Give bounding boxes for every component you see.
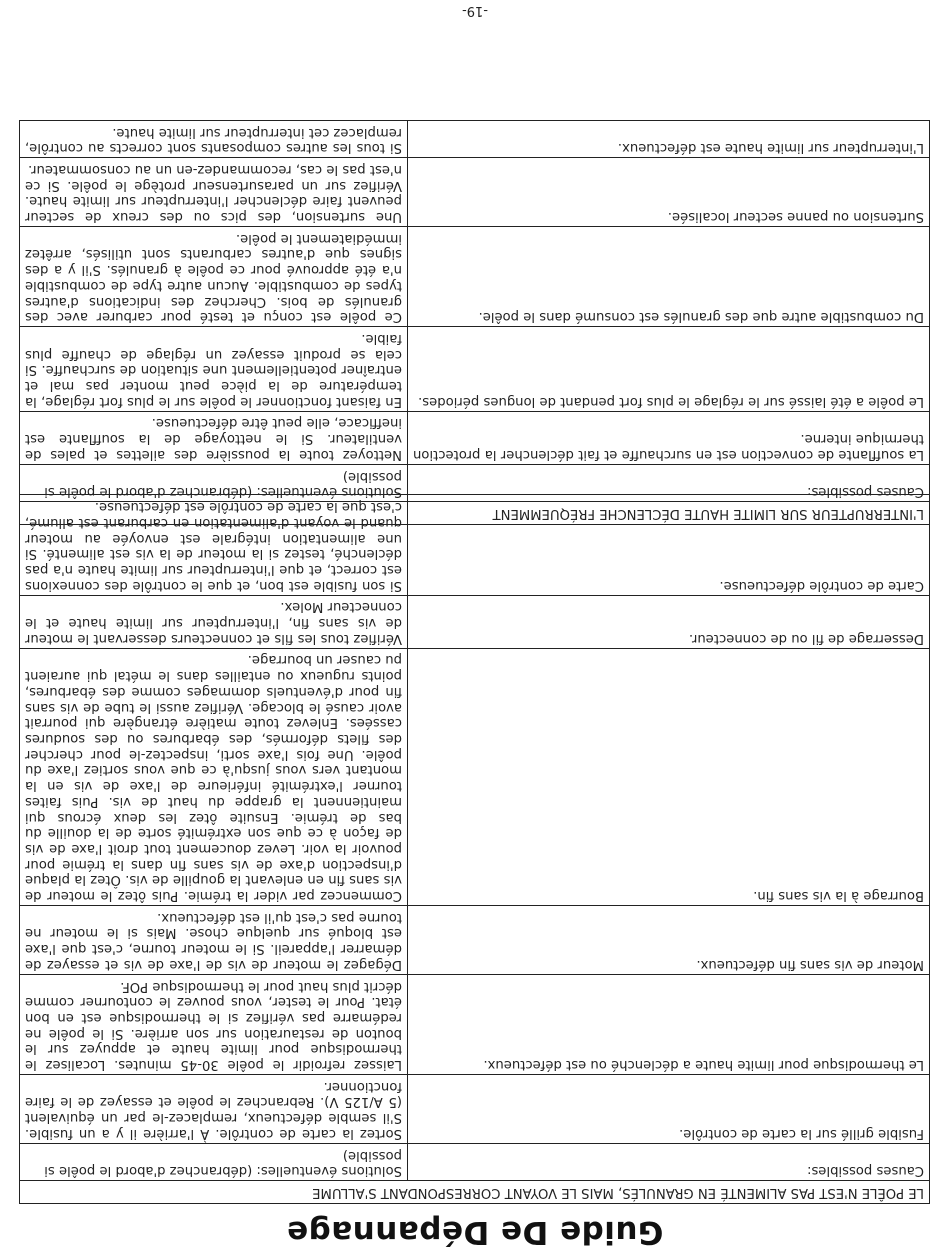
cause-cell: Moteur de vis sans fin défectueux.	[408, 906, 930, 975]
table-heading-row	[19, 502, 929, 525]
solution-cell: Nettoyez toute la poussière des ailettes et pales de ventilateur. Si le nettoyage de la soufflante est inefficace, elle peut être défectueuse.	[19, 411, 407, 464]
causes-header: Causes possibles:	[408, 464, 930, 501]
causes-header: Causes possibles:	[408, 1143, 930, 1180]
solution-cell: Si tous les autres composants sont corrects au contrôle, remplacez cet interrupteur sur limite haute.	[19, 120, 407, 157]
cause-cell: Bourrage à la vis sans fin.	[408, 648, 930, 905]
table-row	[19, 327, 929, 412]
table-heading-row	[19, 1181, 929, 1204]
cause-cell: Fusible grillé sur la carte de contrôle.	[408, 1075, 930, 1144]
page-number: -19-	[462, 3, 488, 18]
cause-cell: Le poêle a été laissé sur le réglage le plus fort pendant de longues périodes.	[408, 327, 930, 412]
solution-cell: Commencez par vider la trémie. Puis ôtez le moteur de vis sans fin en enlevant la goupille de vis. Ôtez la plaque d'inspection d'axe de vis sans fin dans la trémie pour pouvoir la voir. Levez doucement tout droit l'axe de vis de façon à ce que son extrémité sorte de la douille du bas de trémie. Ensuite ôtez les deux écrous qui maintiennent la grappe du haut de vis. Puis faites tourner l'extrémité inférieure de l'axe de vis en la montant vers vous jusqu'à ce que vous sortiez l'axe du poêle. Une fois l'axe sorti, inspectez-le pour chercher des filets déformés, des ébarbures ou des soudures cassées. Enlevez toute matière étrangère qui pourrait avoir causé le blocage. Vérifiez aussi le tube de vis sans fin pour d'éventuels dommages comme des ébarbures, points rugueux ou entailles dans le métal qui auraient pu causer un bourrage.	[19, 648, 407, 905]
solution-cell: Sortez la carte de contrôle. À l'arrière il y a un fusible. S'il semble défectueux, remplacez-le par un équivalent (5 A/125 V). Rebranchez le poêle et essayez de le faire fonctionner.	[19, 1075, 407, 1144]
table-heading: L'INTERRUPTEUR SUR LIMITE HAUTE DÉCLENCHE FRÉQUEMMENT	[19, 502, 929, 525]
solution-cell: En faisant fonctionner le poêle sur le plus fort réglage, la température de la pièce peut monter pas mal et entraîner potentiellement une situation de surchauffe. Si cela se produit essayez un réglage de chauffe plus faible.	[19, 327, 407, 412]
cause-cell: Du combustible autre que des granulés est consumé dans le poêle.	[408, 227, 930, 327]
table-heading: LE POÊLE N'EST PAS ALIMENTÉ EN GRANULÉS, MAIS LE VOYANT CORRESPONDANT S'ALLUME	[19, 1181, 929, 1204]
solutions-header: Solutions éventuelles: (débranchez d'abord le poêle si possible)	[19, 1143, 407, 1180]
cause-cell: Le thermodisque pour limite haute a déclenché ou est défectueux.	[408, 974, 930, 1074]
table-row	[19, 1075, 929, 1144]
solution-cell: Ce poêle est conçu et testé pour carburer avec des granulés de bois. Cherchez des indications d'autres types de combustible. Aucun autre type de combustible n'a été approuvé pour ce poêle à granulés. S'il y a des signes que d'autres carburants sont utilisés, arrêtez immédiatement le poêle.	[19, 227, 407, 327]
troubleshooting-table-high-limit-trips	[19, 120, 930, 525]
solution-cell: Vérifiez tous les fils et connecteurs desservant le moteur de vis sans fin, l'interrupteur sur limite haute et le connecteur Molex.	[19, 595, 407, 648]
table-row	[19, 158, 929, 227]
table-row	[19, 595, 929, 648]
troubleshooting-table-no-pellet-feed	[19, 494, 930, 1204]
column-header-row	[19, 1143, 929, 1180]
table-row	[19, 906, 929, 975]
solution-cell: Une surtension, des pics ou des creux de secteur peuvent faire déclencher l'interrupteur sur limite haute. Vérifiez sur un parasurtenseur protège le poêle. Si ce n'est pas le cas, recommandez-en un au consommateur.	[19, 158, 407, 227]
table-row	[19, 227, 929, 327]
solution-cell: Laissez refroidir le poêle 30-45 minutes. Localisez le thermodisque pour limite haute et appuyez sur le bouton de restauration sur son arrière. Si le poêle ne redémarre pas vérifiez si le thermodisque est en bon état. Pour le tester, vous pouvez le contourner comme décrit plus haut pour le thermodisque POF.	[19, 974, 407, 1074]
cause-cell: Surtension ou panne secteur localisée.	[408, 158, 930, 227]
cause-cell: Carte de contrôle défectueuse.	[408, 495, 930, 595]
table-row	[19, 974, 929, 1074]
cause-cell: L'interrupteur sur limite haute est défectueux.	[408, 120, 930, 157]
cause-cell: Desserrage de fil ou de connecteur.	[408, 595, 930, 648]
table-row	[19, 648, 929, 905]
solutions-header: Solutions éventuelles: (débranchez d'abord le poêle si possible)	[19, 464, 407, 501]
table-row	[19, 120, 929, 157]
page-title: Guide De Dépannage	[286, 1214, 664, 1250]
cause-cell: La soufflante de convection est en surchauffe et fait déclencher la protection thermique interne.	[408, 411, 930, 464]
column-header-row	[19, 464, 929, 501]
solution-cell: Dégagez le moteur de vis de l'axe de vis et essayez de démarrer l'appareil. Si le moteur tourne, c'est que l'axe est bloqué sur quelque chose. Mais si le moteur ne tourne pas c'est qu'il est défectueux.	[19, 906, 407, 975]
solution-cell: Si son fusible est bon, et que le contrôle des connexions est correct, et que l'interrupteur sur limite haute n'a pas déclenché, testez si la moteur de la vis est alimenté. Si une alimentation intégrale est envoyée au moteur quand le voyant d'alimentation en carburant est allumé, c'est que la carte de contrôle est défectueuse.	[19, 495, 407, 595]
table-row	[19, 411, 929, 464]
